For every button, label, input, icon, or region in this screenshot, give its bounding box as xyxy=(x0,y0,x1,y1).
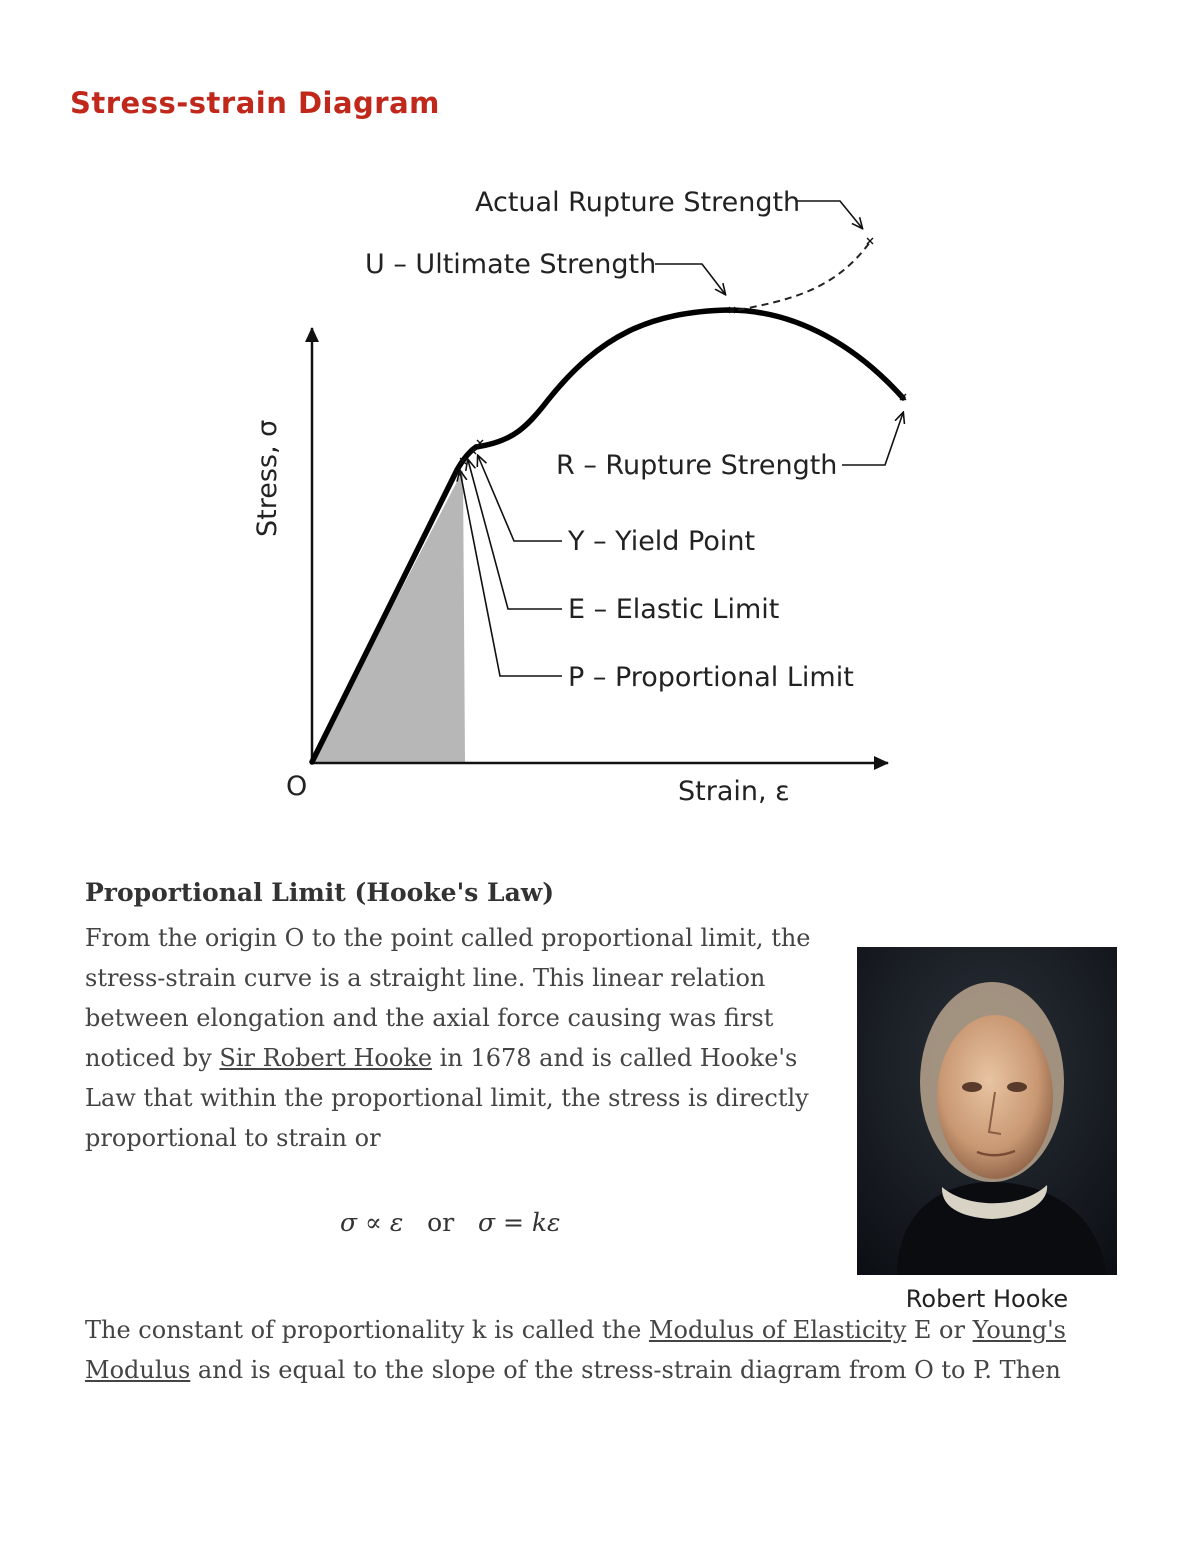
modulus-of-elasticity-link[interactable]: Modulus of Elasticity xyxy=(648,1316,907,1344)
section-heading: Proportional Limit (Hooke's Law) xyxy=(85,878,555,907)
leader-proportional xyxy=(460,471,562,676)
proportional-limit-paragraph xyxy=(85,918,825,1158)
actual-rupture-dashed-curve xyxy=(738,242,870,310)
leader-ultimate xyxy=(655,264,725,294)
modulus-paragraph xyxy=(85,1310,1115,1390)
portrait-caption: Robert Hooke xyxy=(905,1285,1069,1313)
youngs-modulus-link[interactable]: Young's Modulus xyxy=(85,1316,1066,1384)
label-proportional: P – Proportional Limit xyxy=(568,662,854,693)
para2-text-3: and is equal to the slope of the stress-strain diagram from O to P. Then xyxy=(190,1356,1061,1384)
para2-text-2: E or xyxy=(906,1316,973,1344)
formula-equation: σ = kε xyxy=(478,1208,561,1237)
label-ultimate: U – Ultimate Strength xyxy=(365,249,657,280)
origin-label: O xyxy=(286,771,308,802)
leader-yield xyxy=(478,456,562,541)
label-elastic: E – Elastic Limit xyxy=(568,594,780,625)
leader-actual-rupture xyxy=(796,201,862,228)
y-axis-label: Stress, σ xyxy=(252,419,283,537)
label-rupture: R – Rupture Strength xyxy=(556,450,838,481)
formula-proportional: σ ∝ ε xyxy=(340,1208,404,1237)
portrait-image xyxy=(857,947,1117,1275)
para2-text-1: The constant of proportionality k is called the xyxy=(85,1316,649,1344)
leader-rupture xyxy=(842,413,903,465)
x-axis-label: Strain, ε xyxy=(678,776,790,807)
robert-hooke-portrait xyxy=(857,947,1117,1275)
label-actual-rupture: Actual Rupture Strength xyxy=(475,187,801,218)
para1-text-start: From the origin O to the point called proportional limit, the stress-strain curve is a straight line. This linear relation between elongation and the axial force causing was first noticed by xyxy=(85,924,811,1072)
page-title: Stress-strain Diagram xyxy=(70,86,440,120)
sir-robert-hooke-link[interactable]: Sir Robert Hooke xyxy=(219,1044,433,1072)
para1-text-end: in 1678 and is called Hooke's Law that within the proportional limit, the stress is directly proportional to strain or xyxy=(85,1044,809,1152)
formula-or: or xyxy=(427,1208,455,1237)
label-yield: Y – Yield Point xyxy=(568,526,756,557)
hookes-law-formula xyxy=(340,1208,560,1237)
